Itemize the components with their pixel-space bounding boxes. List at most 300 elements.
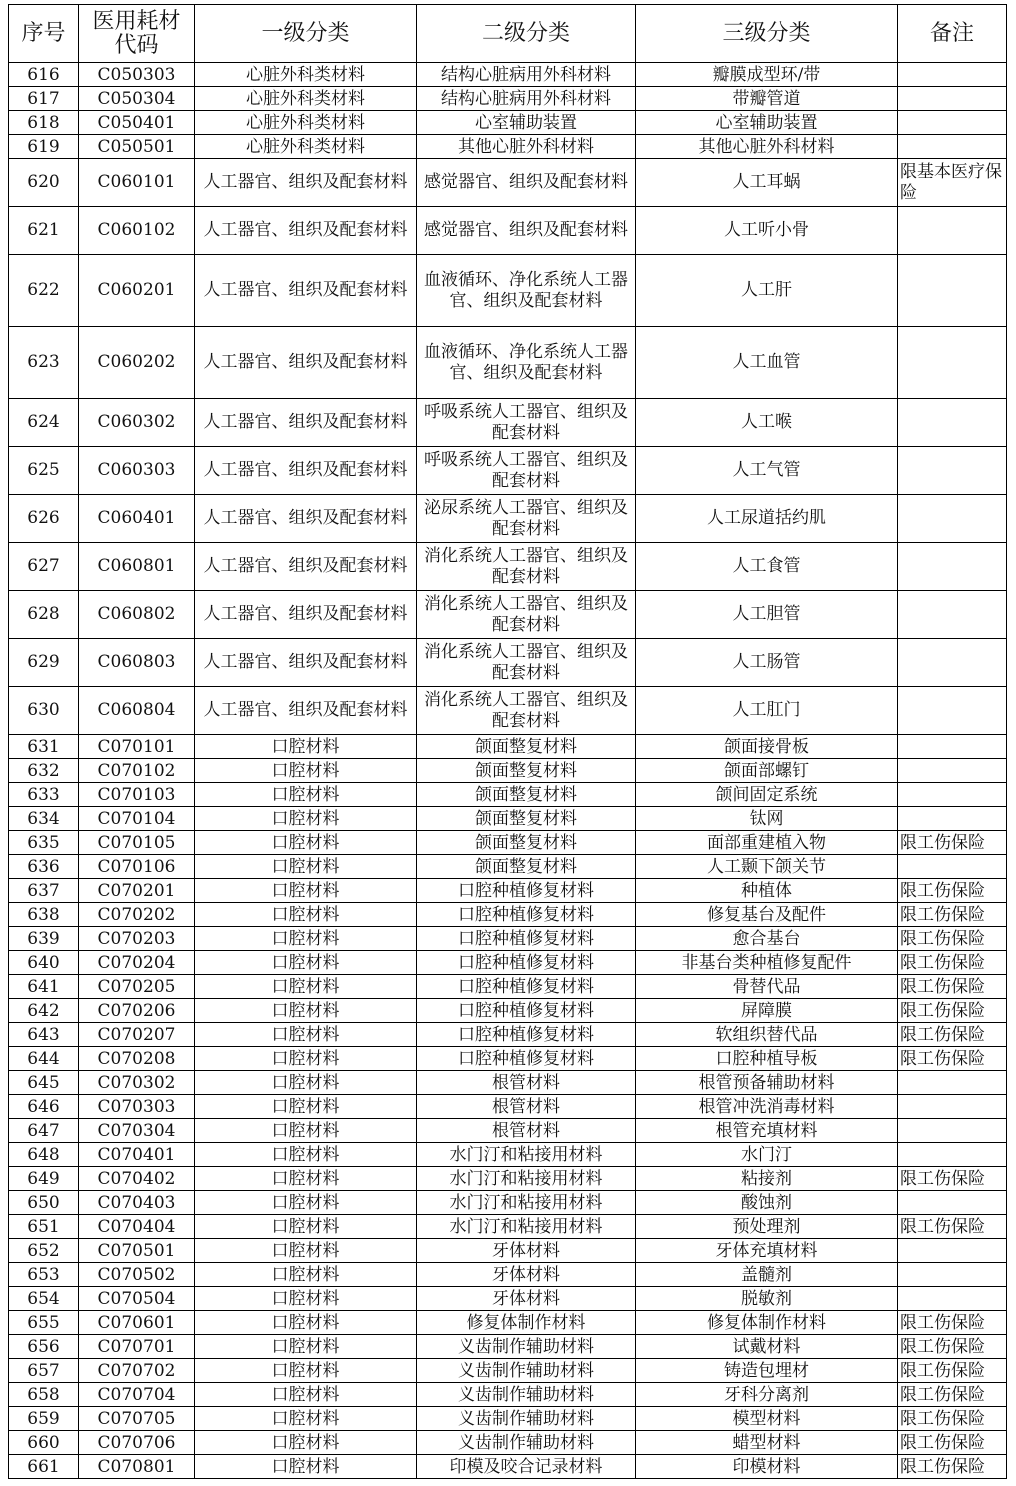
- cell-remark: 限工伤保险: [898, 879, 1007, 903]
- cell-seq: 627: [9, 543, 79, 591]
- cell-remark: 限工伤保险: [898, 1359, 1007, 1383]
- cell-level3: 种植体: [636, 879, 898, 903]
- cell-remark: 限工伤保险: [898, 999, 1007, 1023]
- header-level2: 二级分类: [417, 5, 636, 63]
- cell-code: C070801: [79, 1455, 195, 1479]
- cell-level1: 口腔材料: [195, 1071, 417, 1095]
- cell-level3: 牙体充填材料: [636, 1239, 898, 1263]
- cell-remark: [898, 327, 1007, 399]
- cell-remark: [898, 1191, 1007, 1215]
- cell-level2: 结构心脏病用外科材料: [417, 87, 636, 111]
- cell-code: C070502: [79, 1263, 195, 1287]
- cell-level1: 口腔材料: [195, 927, 417, 951]
- cell-level3: 试戴材料: [636, 1335, 898, 1359]
- cell-level3: 愈合基台: [636, 927, 898, 951]
- cell-level1: 口腔材料: [195, 855, 417, 879]
- cell-code: C050401: [79, 111, 195, 135]
- cell-level2: 义齿制作辅助材料: [417, 1383, 636, 1407]
- cell-code: C070203: [79, 927, 195, 951]
- cell-code: C050303: [79, 63, 195, 87]
- cell-remark: [898, 783, 1007, 807]
- cell-code: C070103: [79, 783, 195, 807]
- cell-level1: 人工器官、组织及配套材料: [195, 591, 417, 639]
- cell-seq: 625: [9, 447, 79, 495]
- header-seq: 序号: [9, 5, 79, 63]
- cell-code: C070706: [79, 1431, 195, 1455]
- table-row: [9, 447, 1007, 495]
- cell-level3: 水门汀: [636, 1143, 898, 1167]
- cell-remark: [898, 855, 1007, 879]
- cell-seq: 660: [9, 1431, 79, 1455]
- table-row: [9, 1311, 1007, 1335]
- cell-level1: 口腔材料: [195, 1431, 417, 1455]
- cell-seq: 661: [9, 1455, 79, 1479]
- table-row: [9, 1143, 1007, 1167]
- table-row: [9, 255, 1007, 327]
- table-row: [9, 135, 1007, 159]
- table-row: [9, 951, 1007, 975]
- cell-level1: 口腔材料: [195, 1407, 417, 1431]
- cell-seq: 658: [9, 1383, 79, 1407]
- cell-code: C070302: [79, 1071, 195, 1095]
- cell-level2: 义齿制作辅助材料: [417, 1431, 636, 1455]
- cell-seq: 638: [9, 903, 79, 927]
- cell-level3: 模型材料: [636, 1407, 898, 1431]
- cell-level2: 血液循环、净化系统人工器官、组织及配套材料: [417, 327, 636, 399]
- cell-seq: 626: [9, 495, 79, 543]
- cell-code: C070106: [79, 855, 195, 879]
- cell-level3: 人工喉: [636, 399, 898, 447]
- table-row: [9, 1431, 1007, 1455]
- header-remark: 备注: [898, 5, 1007, 63]
- cell-level1: 口腔材料: [195, 1119, 417, 1143]
- cell-seq: 628: [9, 591, 79, 639]
- cell-seq: 632: [9, 759, 79, 783]
- cell-level3: 口腔种植导板: [636, 1047, 898, 1071]
- cell-remark: [898, 735, 1007, 759]
- table-row: [9, 999, 1007, 1023]
- cell-level1: 人工器官、组织及配套材料: [195, 495, 417, 543]
- cell-level3: 酸蚀剂: [636, 1191, 898, 1215]
- table-row: [9, 927, 1007, 951]
- cell-seq: 617: [9, 87, 79, 111]
- cell-level2: 口腔种植修复材料: [417, 1023, 636, 1047]
- cell-seq: 659: [9, 1407, 79, 1431]
- cell-level3: 颌面部螺钉: [636, 759, 898, 783]
- cell-seq: 649: [9, 1167, 79, 1191]
- cell-level2: 颌面整复材料: [417, 735, 636, 759]
- cell-level2: 颌面整复材料: [417, 759, 636, 783]
- cell-code: C070303: [79, 1095, 195, 1119]
- cell-level1: 口腔材料: [195, 1023, 417, 1047]
- cell-level2: 泌尿系统人工器官、组织及配套材料: [417, 495, 636, 543]
- cell-level3: 根管预备辅助材料: [636, 1071, 898, 1095]
- table-row: [9, 111, 1007, 135]
- table-body: [9, 63, 1007, 1479]
- cell-code: C070504: [79, 1287, 195, 1311]
- cell-level3: 屏障膜: [636, 999, 898, 1023]
- cell-level3: 钛网: [636, 807, 898, 831]
- cell-level2: 口腔种植修复材料: [417, 951, 636, 975]
- table-header: [9, 5, 1007, 63]
- cell-level3: 面部重建植入物: [636, 831, 898, 855]
- cell-level3: 印模材料: [636, 1455, 898, 1479]
- cell-level2: 感觉器官、组织及配套材料: [417, 159, 636, 207]
- table-row: [9, 807, 1007, 831]
- table-row: [9, 1383, 1007, 1407]
- cell-remark: 限工伤保险: [898, 951, 1007, 975]
- table-row: [9, 1263, 1007, 1287]
- cell-remark: [898, 759, 1007, 783]
- cell-code: C060303: [79, 447, 195, 495]
- cell-remark: [898, 111, 1007, 135]
- cell-seq: 624: [9, 399, 79, 447]
- cell-level3: 人工肠管: [636, 639, 898, 687]
- cell-level2: 其他心脏外科材料: [417, 135, 636, 159]
- cell-level2: 血液循环、净化系统人工器官、组织及配套材料: [417, 255, 636, 327]
- cell-level1: 人工器官、组织及配套材料: [195, 543, 417, 591]
- table-row: [9, 1239, 1007, 1263]
- cell-level2: 根管材料: [417, 1119, 636, 1143]
- cell-level2: 牙体材料: [417, 1263, 636, 1287]
- cell-level3: 人工耳蜗: [636, 159, 898, 207]
- cell-level2: 消化系统人工器官、组织及配套材料: [417, 639, 636, 687]
- cell-remark: [898, 87, 1007, 111]
- cell-level3: 脱敏剂: [636, 1287, 898, 1311]
- cell-code: C060201: [79, 255, 195, 327]
- cell-remark: [898, 1119, 1007, 1143]
- cell-level1: 心脏外科类材料: [195, 63, 417, 87]
- cell-seq: 618: [9, 111, 79, 135]
- cell-level3: 人工气管: [636, 447, 898, 495]
- cell-level1: 口腔材料: [195, 1311, 417, 1335]
- cell-level1: 口腔材料: [195, 1095, 417, 1119]
- cell-seq: 634: [9, 807, 79, 831]
- cell-code: C050304: [79, 87, 195, 111]
- cell-level2: 颌面整复材料: [417, 855, 636, 879]
- cell-level3: 预处理剂: [636, 1215, 898, 1239]
- cell-remark: [898, 1143, 1007, 1167]
- cell-seq: 623: [9, 327, 79, 399]
- cell-code: C060101: [79, 159, 195, 207]
- cell-seq: 616: [9, 63, 79, 87]
- cell-level2: 感觉器官、组织及配套材料: [417, 207, 636, 255]
- table-row: [9, 159, 1007, 207]
- cell-seq: 620: [9, 159, 79, 207]
- cell-remark: [898, 1239, 1007, 1263]
- cell-level3: 心室辅助装置: [636, 111, 898, 135]
- cell-level2: 消化系统人工器官、组织及配套材料: [417, 687, 636, 735]
- cell-remark: [898, 255, 1007, 327]
- table-row: [9, 1407, 1007, 1431]
- cell-level2: 水门汀和粘接用材料: [417, 1143, 636, 1167]
- cell-level2: 义齿制作辅助材料: [417, 1359, 636, 1383]
- cell-level1: 口腔材料: [195, 807, 417, 831]
- cell-code: C070201: [79, 879, 195, 903]
- cell-level2: 消化系统人工器官、组织及配套材料: [417, 591, 636, 639]
- cell-level3: 人工胆管: [636, 591, 898, 639]
- cell-level1: 口腔材料: [195, 1335, 417, 1359]
- table-row: [9, 855, 1007, 879]
- cell-level1: 口腔材料: [195, 1287, 417, 1311]
- cell-remark: [898, 135, 1007, 159]
- cell-level1: 口腔材料: [195, 999, 417, 1023]
- cell-seq: 653: [9, 1263, 79, 1287]
- cell-level3: 蜡型材料: [636, 1431, 898, 1455]
- table-row: [9, 1455, 1007, 1479]
- cell-level2: 心室辅助装置: [417, 111, 636, 135]
- cell-level2: 水门汀和粘接用材料: [417, 1215, 636, 1239]
- cell-remark: [898, 687, 1007, 735]
- cell-level1: 口腔材料: [195, 1263, 417, 1287]
- cell-code: C060401: [79, 495, 195, 543]
- cell-code: C060804: [79, 687, 195, 735]
- table-row: [9, 327, 1007, 399]
- cell-level3: 颌间固定系统: [636, 783, 898, 807]
- cell-remark: 限工伤保险: [898, 1311, 1007, 1335]
- cell-code: C060803: [79, 639, 195, 687]
- header-code: 医用耗材代码: [79, 5, 195, 63]
- cell-level1: 口腔材料: [195, 1191, 417, 1215]
- table-row: [9, 1359, 1007, 1383]
- cell-code: C070702: [79, 1359, 195, 1383]
- table-row: [9, 1335, 1007, 1359]
- cell-level2: 呼吸系统人工器官、组织及配套材料: [417, 399, 636, 447]
- cell-seq: 630: [9, 687, 79, 735]
- table-row: [9, 1023, 1007, 1047]
- cell-code: C070403: [79, 1191, 195, 1215]
- cell-remark: [898, 207, 1007, 255]
- cell-seq: 645: [9, 1071, 79, 1095]
- cell-code: C060102: [79, 207, 195, 255]
- cell-level1: 口腔材料: [195, 1167, 417, 1191]
- cell-code: C070601: [79, 1311, 195, 1335]
- cell-level1: 心脏外科类材料: [195, 87, 417, 111]
- cell-level2: 口腔种植修复材料: [417, 927, 636, 951]
- cell-remark: [898, 1071, 1007, 1095]
- cell-level1: 口腔材料: [195, 1359, 417, 1383]
- cell-level3: 人工听小骨: [636, 207, 898, 255]
- table-row: [9, 831, 1007, 855]
- cell-seq: 656: [9, 1335, 79, 1359]
- cell-level1: 人工器官、组织及配套材料: [195, 687, 417, 735]
- cell-seq: 621: [9, 207, 79, 255]
- cell-level1: 口腔材料: [195, 1047, 417, 1071]
- cell-code: C070404: [79, 1215, 195, 1239]
- cell-level3: 牙科分离剂: [636, 1383, 898, 1407]
- cell-remark: 限工伤保险: [898, 831, 1007, 855]
- table-row: [9, 591, 1007, 639]
- cell-code: C070207: [79, 1023, 195, 1047]
- cell-level3: 修复体制作材料: [636, 1311, 898, 1335]
- table-row: [9, 1095, 1007, 1119]
- cell-remark: 限基本医疗保险: [898, 159, 1007, 207]
- cell-code: C070701: [79, 1335, 195, 1359]
- table-row: [9, 759, 1007, 783]
- cell-remark: [898, 1263, 1007, 1287]
- header-level3: 三级分类: [636, 5, 898, 63]
- cell-seq: 646: [9, 1095, 79, 1119]
- cell-level3: 软组织替代品: [636, 1023, 898, 1047]
- cell-code: C060302: [79, 399, 195, 447]
- table-row: [9, 543, 1007, 591]
- table-row: [9, 1071, 1007, 1095]
- header-level1: 一级分类: [195, 5, 417, 63]
- cell-remark: [898, 639, 1007, 687]
- cell-level2: 牙体材料: [417, 1287, 636, 1311]
- cell-level2: 义齿制作辅助材料: [417, 1335, 636, 1359]
- cell-seq: 641: [9, 975, 79, 999]
- cell-seq: 651: [9, 1215, 79, 1239]
- cell-level1: 口腔材料: [195, 783, 417, 807]
- cell-seq: 643: [9, 1023, 79, 1047]
- cell-remark: 限工伤保险: [898, 1455, 1007, 1479]
- cell-code: C070206: [79, 999, 195, 1023]
- cell-level1: 人工器官、组织及配套材料: [195, 639, 417, 687]
- cell-code: C070102: [79, 759, 195, 783]
- cell-code: C070304: [79, 1119, 195, 1143]
- cell-seq: 636: [9, 855, 79, 879]
- table-row: [9, 783, 1007, 807]
- table-row: [9, 735, 1007, 759]
- cell-level1: 口腔材料: [195, 1455, 417, 1479]
- cell-level1: 口腔材料: [195, 735, 417, 759]
- cell-remark: [898, 495, 1007, 543]
- cell-seq: 619: [9, 135, 79, 159]
- cell-level2: 印模及咬合记录材料: [417, 1455, 636, 1479]
- cell-seq: 642: [9, 999, 79, 1023]
- table-row: [9, 903, 1007, 927]
- cell-level3: 铸造包埋材: [636, 1359, 898, 1383]
- catalog-table: [8, 4, 1007, 1479]
- cell-level1: 人工器官、组织及配套材料: [195, 207, 417, 255]
- cell-remark: 限工伤保险: [898, 903, 1007, 927]
- cell-level3: 人工血管: [636, 327, 898, 399]
- cell-code: C050501: [79, 135, 195, 159]
- header-row: [9, 5, 1007, 63]
- table-row: [9, 1287, 1007, 1311]
- cell-code: C070101: [79, 735, 195, 759]
- cell-seq: 655: [9, 1311, 79, 1335]
- cell-seq: 647: [9, 1119, 79, 1143]
- table-row: [9, 87, 1007, 111]
- table-row: [9, 687, 1007, 735]
- table-row: [9, 207, 1007, 255]
- cell-level2: 颌面整复材料: [417, 783, 636, 807]
- table-row: [9, 1215, 1007, 1239]
- cell-level2: 根管材料: [417, 1095, 636, 1119]
- cell-remark: 限工伤保险: [898, 975, 1007, 999]
- cell-seq: 635: [9, 831, 79, 855]
- cell-level1: 心脏外科类材料: [195, 135, 417, 159]
- cell-level3: 颌面接骨板: [636, 735, 898, 759]
- cell-level1: 口腔材料: [195, 1383, 417, 1407]
- cell-code: C060802: [79, 591, 195, 639]
- cell-level1: 口腔材料: [195, 951, 417, 975]
- cell-seq: 652: [9, 1239, 79, 1263]
- cell-code: C070104: [79, 807, 195, 831]
- cell-level2: 牙体材料: [417, 1239, 636, 1263]
- cell-level1: 人工器官、组织及配套材料: [195, 159, 417, 207]
- cell-seq: 640: [9, 951, 79, 975]
- cell-level2: 颌面整复材料: [417, 807, 636, 831]
- cell-remark: [898, 591, 1007, 639]
- cell-seq: 631: [9, 735, 79, 759]
- cell-remark: 限工伤保险: [898, 1383, 1007, 1407]
- cell-code: C070401: [79, 1143, 195, 1167]
- cell-remark: 限工伤保险: [898, 1335, 1007, 1359]
- table-row: [9, 495, 1007, 543]
- cell-level2: 修复体制作材料: [417, 1311, 636, 1335]
- cell-level3: 瓣膜成型环/带: [636, 63, 898, 87]
- table-row: [9, 879, 1007, 903]
- cell-level2: 水门汀和粘接用材料: [417, 1191, 636, 1215]
- cell-code: C070105: [79, 831, 195, 855]
- cell-code: C070705: [79, 1407, 195, 1431]
- cell-remark: 限工伤保险: [898, 1167, 1007, 1191]
- cell-remark: [898, 543, 1007, 591]
- cell-level3: 人工颞下颌关节: [636, 855, 898, 879]
- cell-remark: [898, 1095, 1007, 1119]
- cell-code: C070202: [79, 903, 195, 927]
- table-row: [9, 975, 1007, 999]
- cell-seq: 644: [9, 1047, 79, 1071]
- cell-level1: 人工器官、组织及配套材料: [195, 399, 417, 447]
- cell-remark: [898, 807, 1007, 831]
- cell-level2: 呼吸系统人工器官、组织及配套材料: [417, 447, 636, 495]
- table-row: [9, 399, 1007, 447]
- cell-remark: [898, 63, 1007, 87]
- cell-level3: 根管充填材料: [636, 1119, 898, 1143]
- cell-level3: 根管冲洗消毒材料: [636, 1095, 898, 1119]
- cell-seq: 639: [9, 927, 79, 951]
- cell-level2: 颌面整复材料: [417, 831, 636, 855]
- cell-remark: [898, 399, 1007, 447]
- cell-seq: 633: [9, 783, 79, 807]
- cell-remark: 限工伤保险: [898, 1047, 1007, 1071]
- cell-level3: 人工肝: [636, 255, 898, 327]
- cell-level2: 口腔种植修复材料: [417, 1047, 636, 1071]
- cell-level3: 带瓣管道: [636, 87, 898, 111]
- cell-level3: 人工尿道括约肌: [636, 495, 898, 543]
- table-row: [9, 1191, 1007, 1215]
- cell-level2: 消化系统人工器官、组织及配套材料: [417, 543, 636, 591]
- cell-remark: [898, 447, 1007, 495]
- cell-level1: 口腔材料: [195, 903, 417, 927]
- cell-level2: 口腔种植修复材料: [417, 975, 636, 999]
- cell-code: C070704: [79, 1383, 195, 1407]
- cell-level1: 口腔材料: [195, 1239, 417, 1263]
- cell-level1: 心脏外科类材料: [195, 111, 417, 135]
- cell-code: C070205: [79, 975, 195, 999]
- cell-seq: 637: [9, 879, 79, 903]
- cell-level1: 人工器官、组织及配套材料: [195, 447, 417, 495]
- cell-remark: 限工伤保险: [898, 1215, 1007, 1239]
- cell-seq: 650: [9, 1191, 79, 1215]
- cell-seq: 648: [9, 1143, 79, 1167]
- cell-level2: 口腔种植修复材料: [417, 879, 636, 903]
- cell-level1: 口腔材料: [195, 1215, 417, 1239]
- cell-level1: 人工器官、组织及配套材料: [195, 327, 417, 399]
- cell-level3: 盖髓剂: [636, 1263, 898, 1287]
- cell-remark: [898, 1287, 1007, 1311]
- cell-code: C070402: [79, 1167, 195, 1191]
- cell-level1: 口腔材料: [195, 759, 417, 783]
- cell-level3: 其他心脏外科材料: [636, 135, 898, 159]
- cell-remark: 限工伤保险: [898, 1023, 1007, 1047]
- cell-seq: 654: [9, 1287, 79, 1311]
- cell-code: C060202: [79, 327, 195, 399]
